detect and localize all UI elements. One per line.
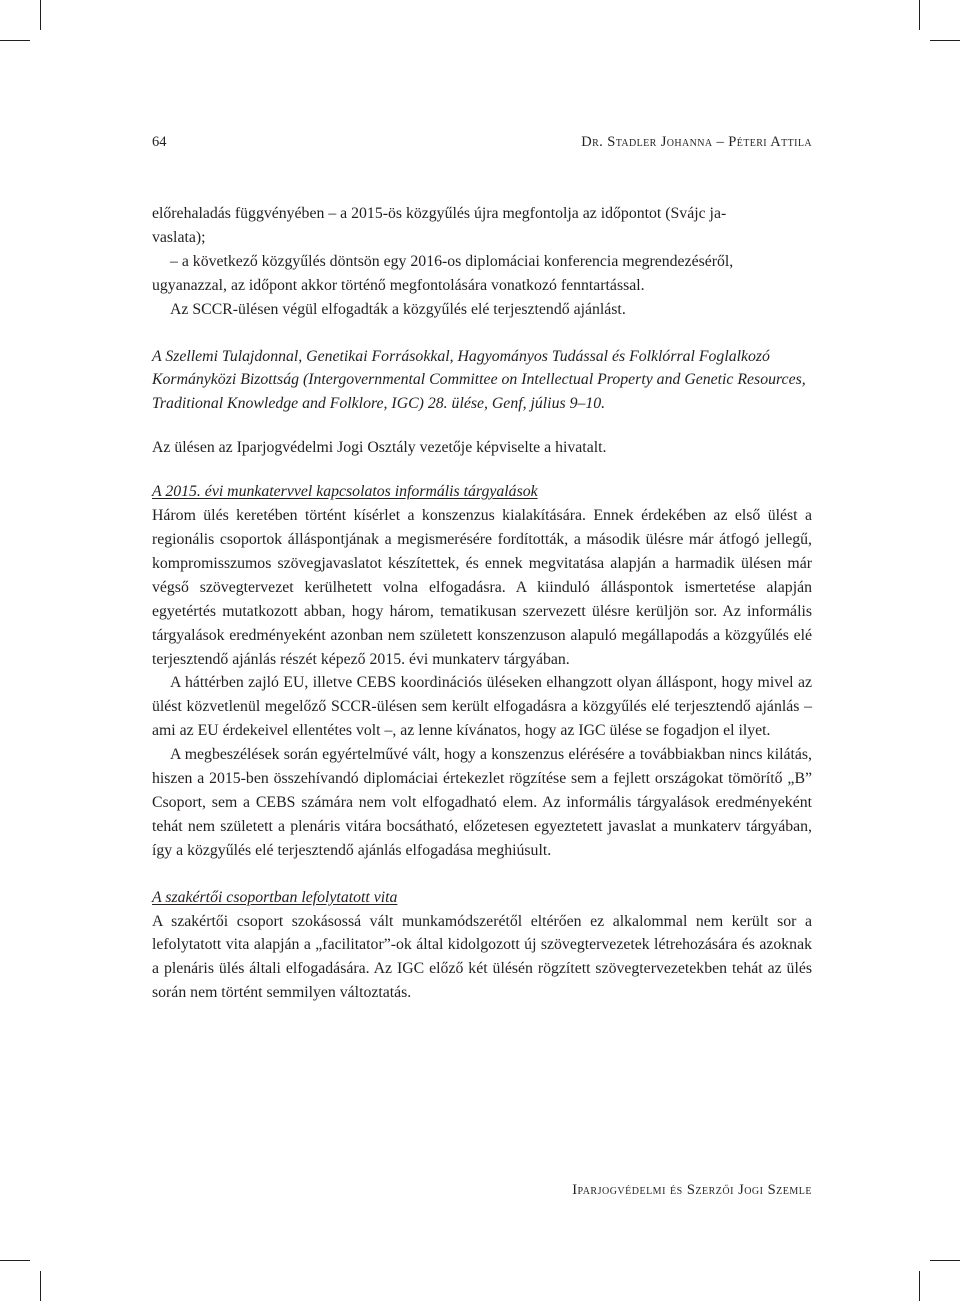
crop-mark <box>40 0 41 30</box>
section-heading: A 2015. évi munkatervvel kapcsolatos informális tárgyalások <box>152 483 538 501</box>
intro-line: Az SCCR-ülésen végül elfogadták a közgyűlés elé terjesztendő ajánlást. <box>170 300 626 318</box>
crop-mark <box>40 1271 41 1301</box>
intro-block <box>152 202 812 322</box>
page-number: 64 <box>152 134 167 150</box>
meeting-heading: A Szellemi Tulajdonnal, Genetikai Forrásokkal, Hagyományos Tudással és Folklórral Foglalkozó Kormányközi Bizottság (Intergovernmental Committee on Intellectual Property and Genetic Resources, Traditional Knowledge and Folklore, IGC) 28. ülése, Genf, július 9–10. <box>152 347 806 413</box>
crop-mark <box>0 40 30 41</box>
crop-mark <box>919 1271 920 1301</box>
paragraph: A megbeszélések során egyértelművé vált, hogy a konszenzus elérésére a továbbiakban nincs kilátás, hiszen a 2015-ben összehívandó diplomáciai értekezlet rögzítése sem a fejlett országokat tömörítő „B” Csoport, sem a CEBS számára nem volt elfogadható elem. Az informális tárgyalások eredményeként tehát nem született a plenáris vitára bocsátható, előzetesen egyeztetett javaslat a munkaterv tárgyában, így a közgyűlés elé terjesztendő ajánlás elfogadása meghiúsult. <box>152 746 812 859</box>
crop-mark <box>930 40 960 41</box>
intro-line: – a következő közgyűlés döntsön egy 2016-os diplomáciai konferencia megrendezéséről, <box>170 252 734 270</box>
intro-line: vaslata); <box>152 228 206 246</box>
journal-footer: Iparjogvédelmi és Szerzői Jogi Szemle <box>572 1182 812 1198</box>
section-heading: A szakértői csoportban lefolytatott vita <box>152 888 398 906</box>
paragraph: Három ülés keretében történt kísérlet a konszenzus kialakítására. Ennek érdekében az első ülést a regionális csoportok álláspontjának a megismerésére fordították, a második ülésre már átfogó jellegű, kompromisszumos szövegjavaslatot készítettek, és ennek megvitatása alapján a harmadik ülésen már végső szövegtervezet kerülhetett volna elfogadásra. A kiinduló álláspontok ismertetése alapján egyetértés mutatkozott abban, hogy három, tematikusan szervezett ülésre kerüljön sor. Az informális tárgyalások eredményeként azonban nem született konszenzuson alapuló megállapodás a közgyűlés elé terjesztendő ajánlás részét képező 2015. évi munkaterv tárgyában. <box>152 507 812 668</box>
page-body <box>152 202 812 1005</box>
crop-mark <box>930 1260 960 1261</box>
intro-line: ugyanazzal, az időpont akkor történő megfontolására vonatkozó fenntartással. <box>152 276 645 294</box>
paragraph: A háttérben zajló EU, illetve CEBS koordinációs üléseken elhangzott olyan álláspont, hogy mivel az ülést közvetlenül megelőző SCCR-ülésen sem került elfogadásra a közgyűlés elé terjesztendő ajánlás – ami az EU érdekeivel ellentétes volt –, az lenne kívánatos, hogy az IGC ülése se fogadjon el ilyet. <box>152 674 812 740</box>
paragraph: A szakértői csoport szokásossá vált munkamódszerétől eltérően ez alkalommal nem került sor a lefolytatott vita alapján a „facilitator”-ok által kidolgozott új szövegtervezetek létrehozására és azoknak a plenáris ülés általi elfogadására. Az IGC előző két ülésén rögzített szövegtervezetekben tehát az ülés során nem történt semmilyen változtatás. <box>152 912 812 1002</box>
meeting-note: Az ülésen az Iparjogvédelmi Jogi Osztály vezetője képviselte a hivatalt. <box>152 439 607 457</box>
intro-line: előrehaladás függvényében – a 2015-ös közgyűlés újra megfontolja az időpontot (Svájc ja- <box>152 205 727 222</box>
crop-mark <box>919 0 920 30</box>
crop-mark <box>0 1260 30 1261</box>
running-head: Dr. Stadler Johanna – Péteri Attila <box>581 134 812 150</box>
